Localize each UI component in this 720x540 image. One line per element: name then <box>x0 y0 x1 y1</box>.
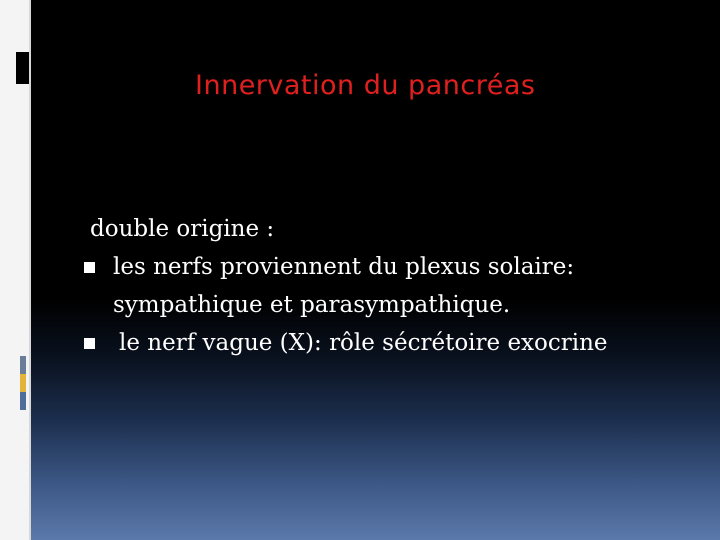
slide-body <box>80 210 700 362</box>
accent-bar-blue <box>20 392 26 410</box>
intro-text: double origine : <box>90 216 275 242</box>
left-divider-line <box>29 0 31 540</box>
accent-bar-gold <box>20 374 26 392</box>
bullet-1-line-2: sympathique et parasympathique. <box>113 292 511 318</box>
bullet-item-1 <box>80 248 700 324</box>
bullet-item-2 <box>80 324 700 362</box>
square-bullet-icon <box>84 262 95 273</box>
accent-bar-grey <box>20 356 26 374</box>
slide-title: Innervation du pancréas <box>195 70 536 101</box>
square-bullet-icon <box>84 338 95 349</box>
left-black-block <box>16 52 29 84</box>
bullet-1-line-1: les nerfs proviennent du plexus solaire: <box>113 254 575 280</box>
bullet-2-line-1: le nerf vague (X): rôle sécrétoire exocrine <box>119 330 608 356</box>
